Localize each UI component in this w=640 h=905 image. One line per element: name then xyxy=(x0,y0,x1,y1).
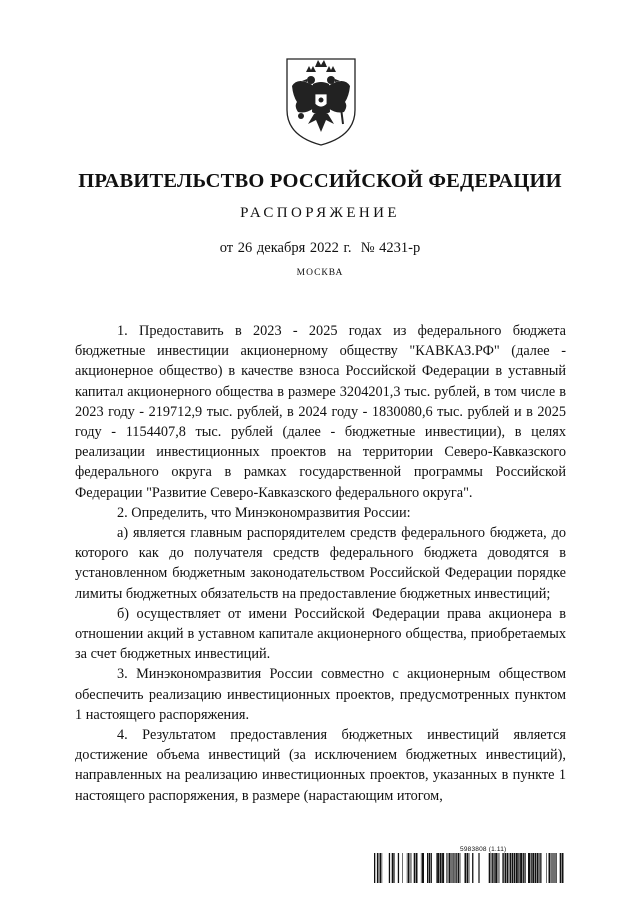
document-code: 5983808 (1.11) xyxy=(460,846,507,853)
russian-coat-of-arms-icon xyxy=(284,56,358,148)
barcode-icon xyxy=(374,853,566,883)
paragraph-3: 3. Минэкономразвития России совместно с акционерным обществом обеспечить реализацию инвестиционных проектов, предусмотренных пунктом 1 настоящего распоряжения. xyxy=(75,666,566,723)
document-date: от 26 декабря 2022 г. xyxy=(219,240,352,256)
document-date-line xyxy=(0,240,640,257)
paragraph-2: 2. Определить, что Минэкономразвития России: xyxy=(117,504,411,521)
government-title: ПРАВИТЕЛЬСТВО РОССИЙСКОЙ ФЕДЕРАЦИИ xyxy=(78,170,562,192)
paragraph-4: 4. Результатом предоставления бюджетных инвестиций является достижение объема инвестиций (за исключением бюджетных инвестиций), направленных на реализацию инвестиционных проектов, указанных в пункте 1 настоящего распоряжения, в размере (нарастающим итогом, xyxy=(75,727,566,804)
document-number: № 4231-р xyxy=(360,240,421,256)
paragraph-2b: б) осуществляет от имени Российской Федерации права акционера в отношении акций в уставном капитале акционерного общества, приобретаемых за счет бюджетных инвестиций. xyxy=(75,605,566,663)
document-body xyxy=(75,321,566,806)
paragraph-2a: а) является главным распорядителем средств федерального бюджета, до которого как до получателя средств федерального бюджета доводятся в установленном бюджетным законодательством Российской Федерации порядке лимиты бюджетных обязательств на предоставление бюджетных инвестиций; xyxy=(75,525,566,602)
paragraph-1: 1. Предоставить в 2023 - 2025 годах из федерального бюджета бюджетные инвестиции акционерному обществу "КАВКАЗ.РФ" (далее - акционерное общество) в качестве взноса Российской Федерации в уставный капитал акционерного общества в размере 3204201,3 тыс. рублей, в том числе в 2023 году - 219712,9 тыс. рублей, в 2024 году - 1830080,6 тыс. рублей и в 2025 году - 1154407,8 тыс. рублей (далее - бюджетные инвестиции), в целях реализации инвестиционных проектов на территории Северо-Кавказского федерального округа в рамках государственной программы Российской Федерации "Развитие Северо-Кавказского федерального округа". xyxy=(75,323,566,501)
city-label: МОСКВА xyxy=(296,268,344,278)
document-type: РАСПОРЯЖЕНИЕ xyxy=(240,205,400,221)
